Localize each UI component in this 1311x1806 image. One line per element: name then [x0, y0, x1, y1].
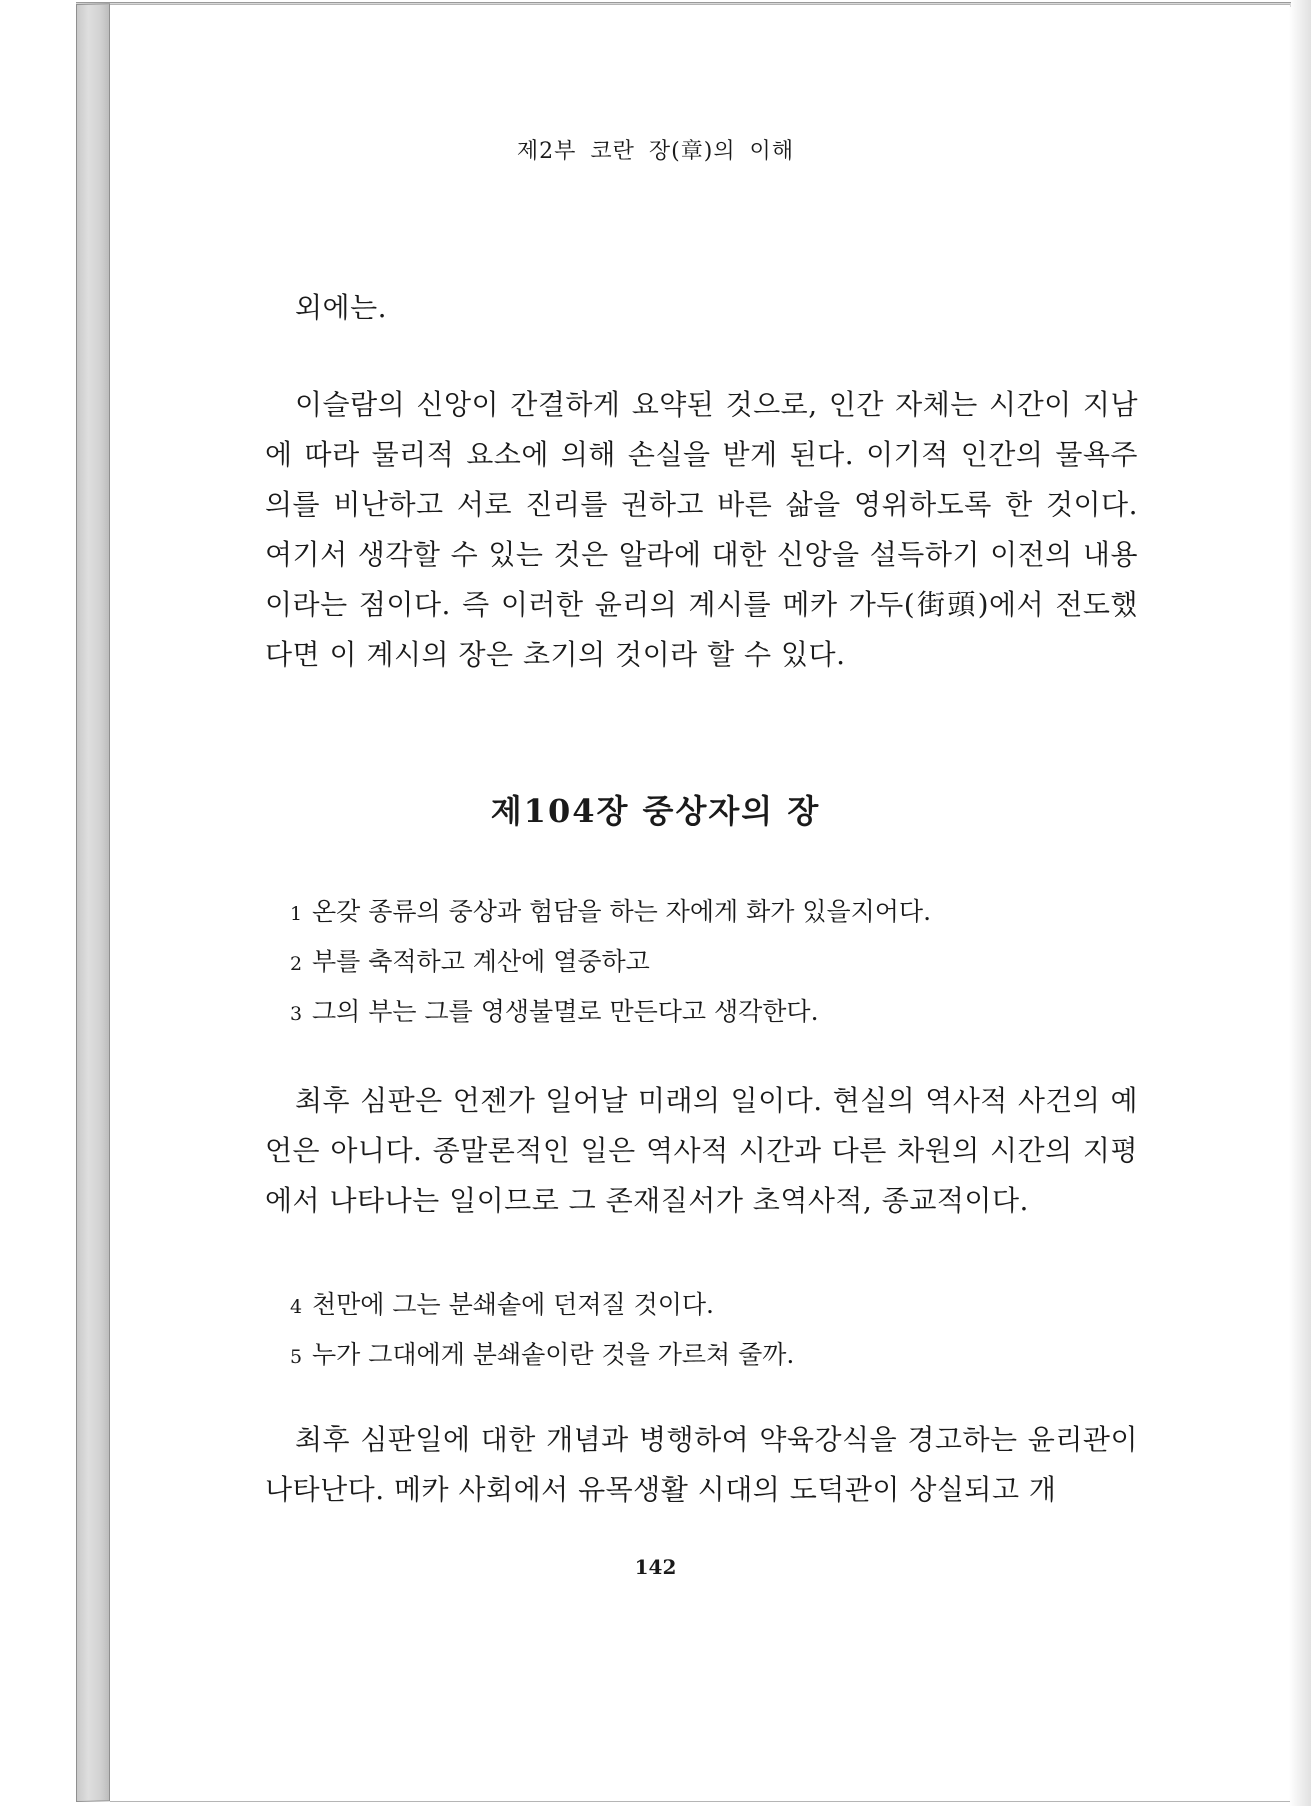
verse-number: 4 — [290, 1296, 303, 1318]
paragraph-commentary-1: 이슬람의 신앙이 간결하게 요약된 것으로, 인간 자체는 시간이 지남에 따라 물리적 요소에 의해 손실을 받게 된다. 이기적 인간의 물욕주의를 비난하고 서로 진리를 권하고 바른 삶을 영위하도록 한 것이다. 여기서 생각할 수 있는 것은 알라에 대한 신앙을 설득하기 이전의 내용이라는 점이다. 즉 이러한 윤리의 계시를 메카 가두(街頭)에서 전도했다면 이 계시의 장은 초기의 것이라 할 수 있다. — [265, 388, 1138, 671]
verse-item — [290, 888, 1110, 938]
verse-list-1 — [290, 888, 1110, 1038]
verse-item — [290, 1281, 1110, 1331]
chapter-title: 제104장 중상자의 장 — [490, 792, 821, 830]
verse-text: 천만에 그는 분쇄솥에 던져질 것이다. — [312, 1290, 714, 1319]
page-shadow — [1289, 0, 1311, 1806]
verse-text: 부를 축적하고 계산에 열중하고 — [312, 947, 650, 976]
paragraph-commentary-2: 최후 심판은 언젠가 일어날 미래의 일이다. 현실의 역사적 사건의 예언은 아니다. 종말론적인 일은 역사적 시간과 다른 차원의 시간의 지평에서 나타나는 일이므로 그 존재질서가 초역사적, 종교적이다. — [265, 1084, 1138, 1217]
running-head: 제2부 코란 장(章)의 이해 — [516, 139, 795, 164]
verse-text: 온갖 종류의 중상과 험담을 하는 자에게 화가 있을지어다. — [312, 897, 932, 926]
verse-item — [290, 1331, 1110, 1381]
page-number: 142 — [634, 1555, 677, 1579]
book-spine-edge — [76, 3, 110, 1802]
verse-number: 5 — [290, 1346, 303, 1368]
verse-number: 2 — [290, 953, 303, 975]
verse-item — [290, 938, 1110, 988]
paragraph-commentary-3: 최후 심판일에 대한 개념과 병행하여 약육강식을 경고하는 윤리관이 나타난다. 메카 사회에서 유목생활 시대의 도덕관이 상실되고 개 — [265, 1423, 1138, 1506]
verse-list-2 — [290, 1281, 1110, 1381]
verse-text: 그의 부는 그를 영생불멸로 만든다고 생각한다. — [312, 997, 819, 1026]
verse-number: 1 — [290, 903, 303, 925]
verse-number: 3 — [290, 1003, 303, 1025]
verse-text: 누가 그대에게 분쇄솥이란 것을 가르쳐 줄까. — [312, 1340, 795, 1369]
verse-item — [290, 988, 1110, 1038]
paragraph-continuation: 외에는. — [295, 291, 388, 324]
